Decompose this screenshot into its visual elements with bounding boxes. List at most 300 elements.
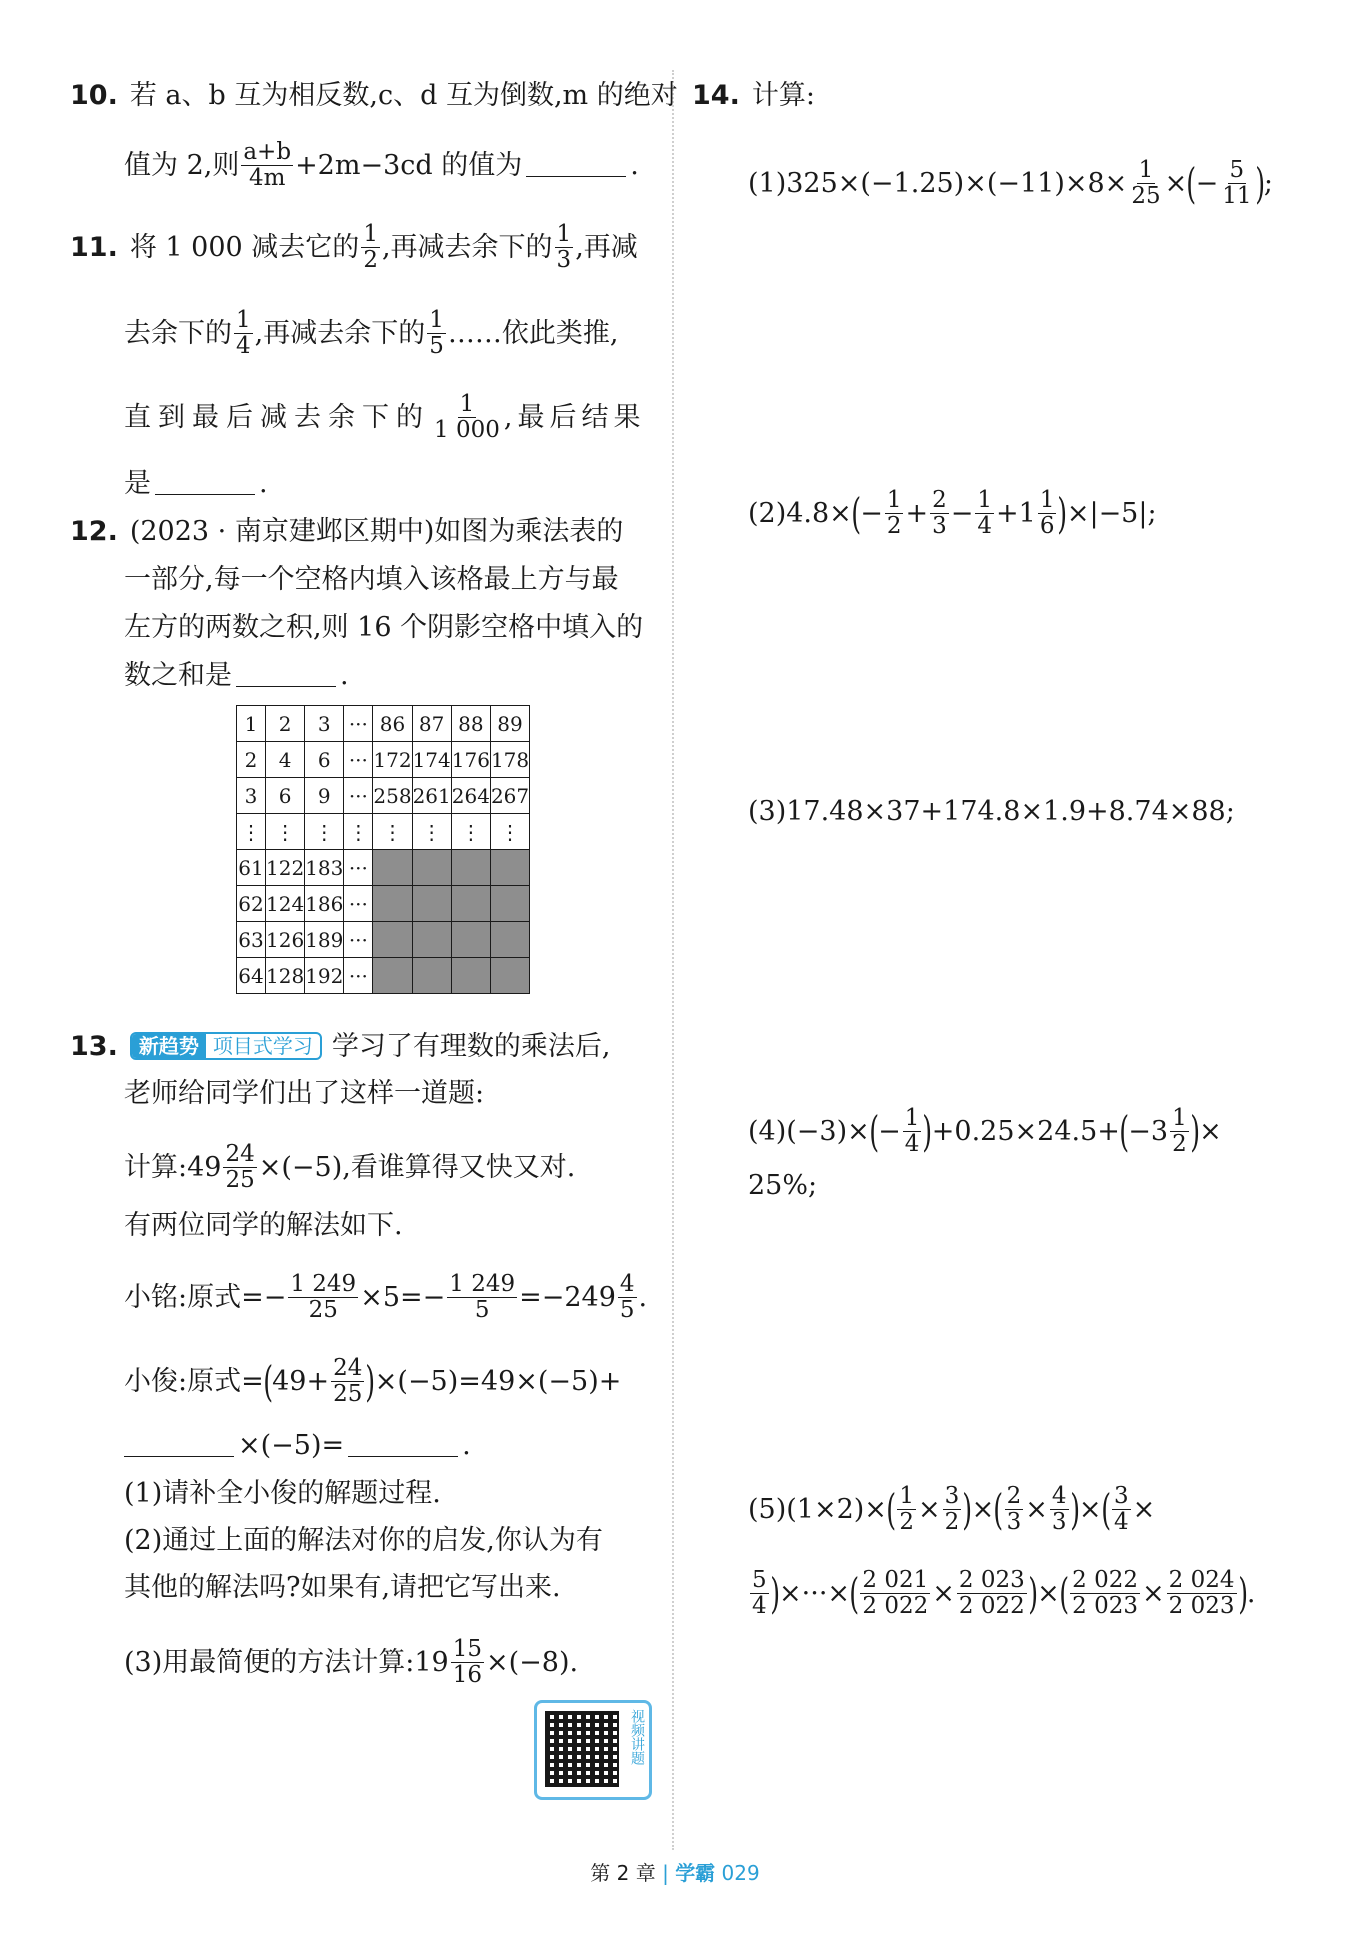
- table-row: [237, 778, 530, 814]
- q12-text: (2023 · 南京建邺区期中)如图为乘法表的: [129, 516, 624, 547]
- paren-open: (: [263, 1356, 273, 1406]
- q14-text: (1)325×(−1.25)×(−11)×8×: [748, 168, 1128, 200]
- frac-num: 1: [1172, 1105, 1187, 1131]
- table-cell: ···: [344, 742, 373, 778]
- table-cell: 2: [266, 706, 305, 742]
- frac-num: 5: [752, 1567, 767, 1593]
- table-row: [237, 886, 530, 922]
- frac-den: 4: [752, 1593, 767, 1620]
- frac-den: 5: [429, 333, 444, 360]
- q10-text1: 若 a、b 互为相反数,c、d 互为倒数,m 的绝对: [129, 80, 678, 111]
- multiplication-table: [236, 705, 530, 994]
- frac-num: 2 024: [1168, 1567, 1235, 1593]
- frac-den: 2 023: [1072, 1593, 1139, 1620]
- frac-num: 24: [225, 1141, 255, 1167]
- q14-frac: [1005, 1484, 1024, 1536]
- q14-text: −: [950, 498, 974, 530]
- q14-text: −: [878, 1116, 901, 1148]
- paren-close: ): [365, 1356, 376, 1406]
- q14-text: (4)(−3)×: [748, 1116, 870, 1148]
- q13-text: .: [638, 1282, 648, 1314]
- q14-frac: [750, 1568, 769, 1620]
- q13-text: ×(−8).: [485, 1647, 579, 1679]
- table-row: [237, 814, 530, 850]
- shaded-cell[interactable]: [490, 958, 529, 994]
- q10-end: .: [630, 150, 639, 182]
- q13-frac: [331, 1356, 364, 1408]
- table-cell: 174: [412, 742, 451, 778]
- table-cell: 176: [451, 742, 490, 778]
- q13-text: (1)请补全小俊的解题过程.: [124, 1478, 441, 1509]
- q13-frac: [618, 1272, 637, 1324]
- q13-text: 老师给同学们出了这样一道题:: [124, 1078, 485, 1109]
- q14-frac: [1220, 158, 1253, 210]
- frac-num: a+b: [243, 139, 292, 165]
- table-cell: 124: [266, 886, 305, 922]
- frac-den: 25: [308, 1297, 338, 1324]
- table-cell: 178: [490, 742, 529, 778]
- frac-num: 1: [904, 1105, 920, 1131]
- q11-text: 是: [124, 468, 151, 499]
- table-cell: 3: [305, 706, 344, 742]
- q13-line3: [124, 1142, 575, 1194]
- paren-open: (: [869, 1106, 879, 1156]
- q14-text: (3)17.48×37+174.8×1.9+8.74×88;: [748, 796, 1235, 827]
- q12-line2: [124, 566, 619, 593]
- q12-text: 一部分,每一个空格内填入该格最上方与最: [124, 564, 619, 595]
- table-cell: 86: [373, 706, 412, 742]
- frac-den: 16: [452, 1662, 482, 1689]
- frac-num: 15: [452, 1636, 482, 1662]
- q10-line2: [124, 140, 639, 192]
- q11-number: 11.: [70, 232, 118, 264]
- frac-den: 2: [363, 247, 378, 274]
- table-cell: ···: [344, 958, 373, 994]
- table-cell: 2: [237, 742, 266, 778]
- q14-part5: [748, 1484, 1155, 1536]
- paren-open: (: [993, 1484, 1004, 1534]
- q10-text2: 值为 2,则: [124, 150, 240, 182]
- q11-text: ……依此类推,: [447, 318, 619, 350]
- table-cell: ⋮: [412, 814, 451, 850]
- q11-text: 直到最后减去余下的: [124, 402, 430, 434]
- q10-number: 10.: [70, 80, 118, 111]
- q14-frac: [957, 1568, 1027, 1620]
- q14-text: −: [1195, 168, 1219, 200]
- paren-close: ): [1028, 1568, 1038, 1618]
- q12-end: .: [340, 660, 349, 691]
- q14-text: −: [860, 498, 883, 530]
- frac-num: 4: [1051, 1483, 1067, 1509]
- frac-num: 1: [886, 487, 902, 513]
- q14-text: ×···×: [779, 1578, 851, 1610]
- frac-den: 2 023: [1168, 1593, 1235, 1620]
- frac-num: 5: [1229, 157, 1245, 183]
- frac-den: 1 000: [434, 417, 500, 444]
- shaded-cell[interactable]: [412, 850, 451, 886]
- frac-den: 2: [899, 1509, 914, 1536]
- q14-text: (5)(1×2)×: [748, 1494, 887, 1526]
- q13-line5: [124, 1272, 647, 1324]
- q14-frac: [1112, 1484, 1131, 1536]
- paren-open: (: [1059, 1568, 1069, 1618]
- q14-text: 计算:: [751, 80, 815, 111]
- frac-num: 2 023: [958, 1567, 1025, 1593]
- shaded-cell[interactable]: [412, 922, 451, 958]
- q11-text: 将 1 000 减去它的: [129, 232, 360, 264]
- table-cell: ⋮: [237, 814, 266, 850]
- shaded-cell[interactable]: [490, 886, 529, 922]
- q14-frac: [975, 488, 994, 540]
- q14-frac: [1038, 488, 1057, 540]
- frac-num: 1: [977, 487, 992, 513]
- q12-text: 数之和是: [124, 660, 232, 691]
- q11-frac-half: [361, 222, 380, 274]
- q14-frac: [1050, 1484, 1069, 1536]
- page-footer: 第 2 章 | 学霸 029: [590, 1861, 760, 1885]
- q12-answer-blank[interactable]: [236, 664, 336, 687]
- q11-line1: [70, 222, 638, 274]
- paren-open: (: [1119, 1106, 1130, 1156]
- q14-part2: [748, 488, 1157, 540]
- table-cell: ···: [344, 850, 373, 886]
- q14-text: ×|−5|;: [1066, 498, 1157, 530]
- q13-text: 其他的解法吗?如果有,请把它写出来.: [124, 1572, 561, 1603]
- q11-line2: [124, 308, 618, 360]
- frac-num: 2 021: [862, 1567, 929, 1593]
- table-cell: ⋮: [266, 814, 305, 850]
- paren-open: (: [849, 1568, 860, 1618]
- q14-text: ×: [1199, 1116, 1222, 1148]
- paren-close: ): [1069, 1484, 1080, 1534]
- frac-den: 4: [904, 1131, 920, 1158]
- shaded-cell[interactable]: [412, 958, 451, 994]
- frac-den: 4: [1113, 1509, 1129, 1536]
- q11-frac-third: [555, 222, 574, 274]
- q12-line4: [124, 662, 349, 689]
- table-cell: 3: [237, 778, 266, 814]
- q14-text: ×: [1142, 1578, 1165, 1610]
- q14-frac: [1070, 1568, 1140, 1620]
- paren-close: ): [1190, 1106, 1200, 1156]
- table-cell: 189: [305, 922, 344, 958]
- q11-text: ,再减: [575, 232, 638, 264]
- shaded-cell[interactable]: [451, 958, 490, 994]
- q14-text: (2)4.8×: [748, 498, 852, 530]
- q14-text: +0.25×24.5+: [931, 1116, 1120, 1148]
- q11-frac-fifth: [427, 308, 446, 360]
- table-cell: 4: [266, 742, 305, 778]
- shaded-cell[interactable]: [373, 886, 412, 922]
- qr-label: 视频讲题: [629, 1709, 645, 1765]
- frac-den: 25: [225, 1167, 255, 1194]
- footer-brand: 学霸: [675, 1861, 716, 1885]
- q14-text: ×: [1078, 1494, 1102, 1526]
- q10-answer-blank[interactable]: [526, 154, 626, 177]
- frac-den: 25: [333, 1381, 363, 1408]
- q13-frac: [447, 1272, 517, 1324]
- table-cell: 192: [305, 958, 344, 994]
- q14-frac: [1167, 1568, 1237, 1620]
- frac-num: 2: [932, 487, 947, 513]
- q13-part2b: [124, 1574, 561, 1601]
- q13-blank-2[interactable]: [348, 1434, 458, 1457]
- paren-open: (: [851, 488, 861, 538]
- table-cell: 267: [490, 778, 529, 814]
- q14-text: ×: [932, 1578, 955, 1610]
- q13-part2: [124, 1527, 603, 1554]
- q14-text: .: [1246, 1578, 1256, 1610]
- q12-line3: [124, 614, 643, 641]
- table-cell: ···: [344, 778, 373, 814]
- q13-line4: [124, 1212, 403, 1239]
- table-cell: ···: [344, 886, 373, 922]
- q13-text: 49+: [272, 1366, 330, 1398]
- q13-text: (3)用最简便的方法计算:19: [124, 1647, 449, 1679]
- table-row: [237, 922, 530, 958]
- q10-line1: [70, 82, 678, 109]
- paren-close: ): [1237, 1568, 1248, 1618]
- table-cell: 183: [305, 850, 344, 886]
- q14-text: 25%;: [748, 1170, 818, 1201]
- shaded-cell[interactable]: [490, 850, 529, 886]
- paren-close: ): [922, 1106, 933, 1156]
- paren-open: (: [1186, 158, 1197, 208]
- q13-frac: [451, 1637, 484, 1689]
- q11-line3: [124, 392, 645, 444]
- q13-line6: [124, 1356, 621, 1408]
- frac-den: 3: [556, 247, 572, 274]
- table-cell: 261: [412, 778, 451, 814]
- q14-part3: [748, 798, 1235, 825]
- frac-den: 11: [1222, 183, 1252, 210]
- table-cell: 61: [237, 850, 266, 886]
- q13-part3: [124, 1637, 578, 1689]
- q13-line1: [70, 1032, 610, 1060]
- q14-text: ;: [1263, 168, 1274, 200]
- frac-den: 3: [1051, 1509, 1067, 1536]
- frac-den: 5: [619, 1297, 635, 1324]
- q13-text: =−249: [519, 1282, 616, 1314]
- table-cell: ⋮: [451, 814, 490, 850]
- q11-frac-thousandth: [432, 392, 502, 444]
- frac-num: 3: [1113, 1483, 1129, 1509]
- q14-frac: [903, 1106, 922, 1158]
- table-cell: 1: [237, 706, 266, 742]
- table-cell: 6: [266, 778, 305, 814]
- q14-text: ×: [971, 1494, 995, 1526]
- table-cell: ⋮: [373, 814, 412, 850]
- q13-text: 小铭:原式=−: [124, 1282, 287, 1314]
- q11-end: .: [259, 468, 268, 499]
- q13-line2: [124, 1080, 484, 1107]
- paren-open: (: [886, 1484, 897, 1534]
- q13-text: 计算:49: [124, 1152, 222, 1184]
- q13-text: (2)通过上面的解法对你的启发,你认为有: [124, 1525, 603, 1556]
- table-cell: 6: [305, 742, 344, 778]
- frac-num: 1: [1138, 157, 1154, 183]
- q14-frac: [885, 488, 904, 540]
- q13-text: 有两位同学的解法如下.: [124, 1210, 403, 1241]
- shaded-cell[interactable]: [451, 886, 490, 922]
- q14-text: −3: [1128, 1116, 1169, 1148]
- frac-den: 6: [1039, 513, 1055, 540]
- frac-den: 5: [474, 1297, 490, 1324]
- frac-num: 1 249: [449, 1271, 516, 1297]
- table-cell: 128: [266, 958, 305, 994]
- q14-number: 14.: [692, 80, 740, 111]
- table-cell: 63: [237, 922, 266, 958]
- table-cell: ⋮: [305, 814, 344, 850]
- frac-den: 3: [932, 513, 947, 540]
- table-cell: 89: [490, 706, 529, 742]
- frac-num: 1: [556, 221, 572, 247]
- q13-trend-tag: [130, 1032, 322, 1060]
- table-cell: 88: [451, 706, 490, 742]
- q12-number: 12.: [70, 516, 118, 547]
- table-row: [237, 742, 530, 778]
- paren-open: (: [1100, 1484, 1111, 1534]
- q11-text: ,再减去余下的: [254, 318, 426, 350]
- q11-line4: [124, 470, 268, 497]
- table-cell: 126: [266, 922, 305, 958]
- frac-den: 2: [1172, 1131, 1187, 1158]
- frac-den: 2: [886, 513, 902, 540]
- q13-text: ×(−5)=: [238, 1430, 345, 1461]
- q11-text: ,最后结果: [503, 402, 646, 434]
- tag-label-new-trend: 新趋势: [132, 1034, 206, 1058]
- q13-text: ×(−5)=49×(−5)+: [374, 1366, 622, 1398]
- frac-num: 2 022: [1072, 1567, 1139, 1593]
- tag-label-project: 项目式学习: [212, 1034, 313, 1058]
- frac-num: 4: [619, 1271, 635, 1297]
- q13-frac: [223, 1142, 256, 1194]
- paren-close: ): [1057, 488, 1068, 538]
- q14-text: +1: [996, 498, 1036, 530]
- frac-num: 2: [1006, 1483, 1022, 1509]
- frac-num: 3: [944, 1483, 960, 1509]
- frac-num: 1: [236, 307, 251, 333]
- footer-page-number: 029: [721, 1861, 760, 1885]
- table-cell: ⋮: [344, 814, 373, 850]
- frac-den: 2 022: [862, 1593, 929, 1620]
- footer-chapter: 第 2 章: [590, 1861, 656, 1885]
- q14-frac: [897, 1484, 916, 1536]
- table-cell: 172: [373, 742, 412, 778]
- table-cell: 62: [237, 886, 266, 922]
- q13-frac: [288, 1272, 358, 1324]
- q14-part4: [748, 1106, 1222, 1158]
- q13-number: 13.: [70, 1030, 118, 1062]
- table-cell: ···: [344, 922, 373, 958]
- q14-text: ×: [1037, 1578, 1060, 1610]
- q14-part5b: [748, 1568, 1256, 1620]
- frac-den: 2: [944, 1509, 960, 1536]
- video-qr-code[interactable]: [534, 1700, 652, 1800]
- q13-text: ×(−5),看谁算得又快又对.: [258, 1152, 576, 1184]
- table-cell: 9: [305, 778, 344, 814]
- column-divider: [672, 70, 674, 1850]
- shaded-cell[interactable]: [451, 850, 490, 886]
- q13-line7: [124, 1432, 471, 1459]
- frac-den: 3: [1006, 1509, 1022, 1536]
- table-cell: 258: [373, 778, 412, 814]
- q14-frac: [1129, 158, 1162, 210]
- table-cell: 122: [266, 850, 305, 886]
- q14-text: +: [905, 498, 929, 530]
- q14-text: ×: [1025, 1494, 1048, 1526]
- q13-part1: [124, 1480, 441, 1507]
- q11-text: ,再减去余下的: [381, 232, 553, 264]
- paren-close: ): [1254, 158, 1265, 208]
- q14-part1: [748, 158, 1273, 210]
- table-cell: 264: [451, 778, 490, 814]
- shaded-cell[interactable]: [490, 922, 529, 958]
- q12-line1: [70, 518, 623, 545]
- frac-den: 4: [236, 333, 251, 360]
- shaded-cell[interactable]: [373, 958, 412, 994]
- q14-text: ×: [1164, 168, 1188, 200]
- shaded-cell[interactable]: [412, 886, 451, 922]
- table-row: [237, 958, 530, 994]
- q10-fraction: [241, 140, 293, 192]
- shaded-cell[interactable]: [373, 922, 412, 958]
- q13-blank-1[interactable]: [124, 1434, 234, 1457]
- q14-frac: [930, 488, 949, 540]
- table-row: [237, 850, 530, 886]
- frac-num: 1: [363, 221, 378, 247]
- paren-close: ): [769, 1568, 780, 1618]
- table-row: [237, 706, 530, 742]
- q13-text: ×5=−: [360, 1282, 446, 1314]
- q13-text: .: [462, 1430, 471, 1461]
- table-cell: 186: [305, 886, 344, 922]
- table-cell: ···: [344, 706, 373, 742]
- frac-num: 1: [459, 391, 475, 417]
- q13-text: 学习了有理数的乘法后,: [331, 1030, 611, 1062]
- frac-num: 1: [1039, 487, 1055, 513]
- qr-code-icon: [545, 1711, 619, 1787]
- q14-text: ×: [1132, 1494, 1156, 1526]
- q14-frac: [860, 1568, 930, 1620]
- table-cell: 64: [237, 958, 266, 994]
- frac-den: 2 022: [958, 1593, 1025, 1620]
- q14-frac: [1170, 1106, 1189, 1158]
- q11-answer-blank[interactable]: [155, 472, 255, 495]
- q14-text: ×: [917, 1494, 941, 1526]
- q14-part4b: [748, 1172, 817, 1199]
- table-cell: ⋮: [490, 814, 529, 850]
- frac-den: 25: [1131, 183, 1161, 210]
- frac-den: 4m: [248, 165, 286, 192]
- table-cell: 87: [412, 706, 451, 742]
- shaded-cell[interactable]: [373, 850, 412, 886]
- frac-num: 1: [899, 1483, 914, 1509]
- paren-close: ): [962, 1484, 973, 1534]
- q11-text: 去余下的: [124, 318, 232, 350]
- frac-num: 24: [333, 1355, 363, 1381]
- frac-num: 1: [429, 307, 444, 333]
- frac-den: 4: [977, 513, 992, 540]
- q11-frac-quarter: [234, 308, 253, 360]
- q10-text3: +2m−3cd 的值为: [295, 150, 523, 182]
- frac-num: 1 249: [290, 1271, 357, 1297]
- q12-text: 左方的两数之积,则 16 个阴影空格中填入的: [124, 612, 644, 643]
- q14-title: [692, 82, 815, 109]
- shaded-cell[interactable]: [451, 922, 490, 958]
- q13-text: 小俊:原式=: [124, 1366, 264, 1398]
- q14-frac: [943, 1484, 962, 1536]
